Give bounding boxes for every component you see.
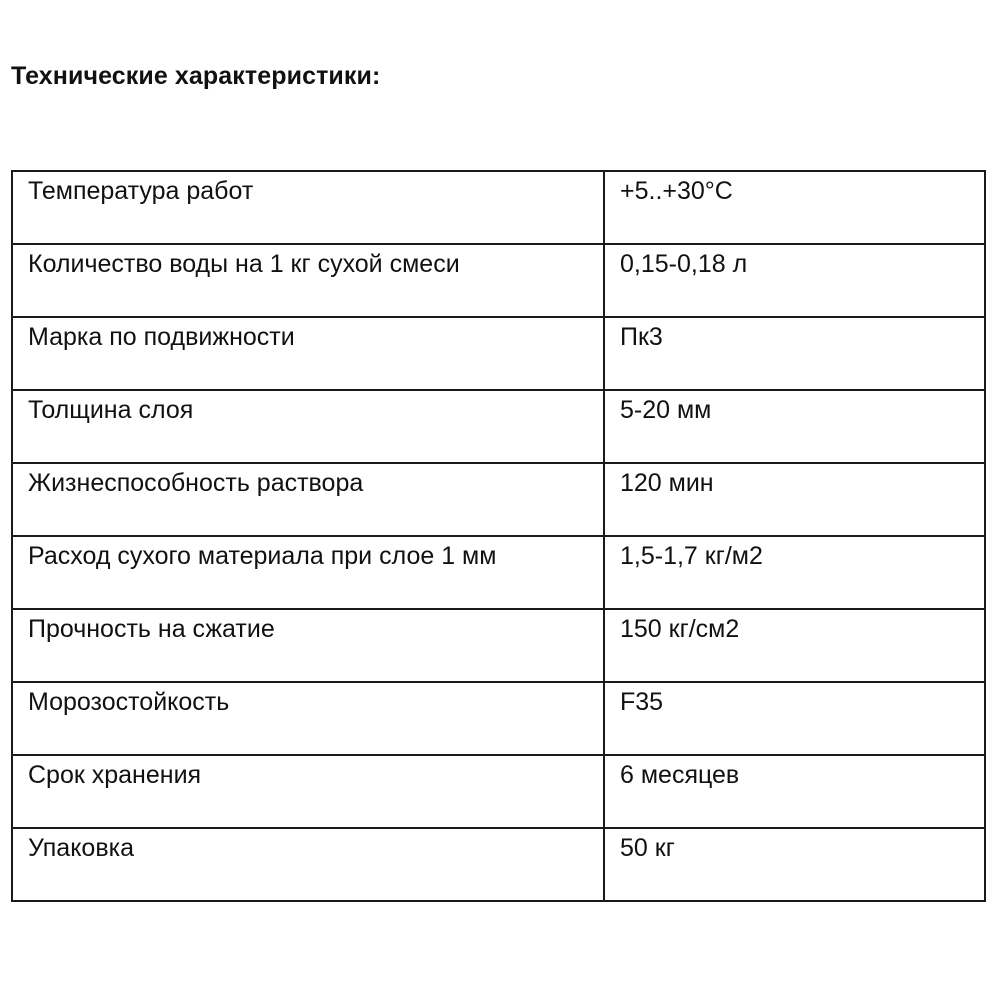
spec-value: 120 мин <box>604 463 985 536</box>
spec-name: Температура работ <box>12 171 604 244</box>
spec-value: 6 месяцев <box>604 755 985 828</box>
spec-name: Упаковка <box>12 828 604 901</box>
spec-value: 50 кг <box>604 828 985 901</box>
table-row <box>12 463 985 536</box>
spec-name: Расход сухого материала при слое 1 мм <box>12 536 604 609</box>
spec-value: 1,5-1,7 кг/м2 <box>604 536 985 609</box>
table-row <box>12 828 985 901</box>
spec-name: Количество воды на 1 кг сухой смеси <box>12 244 604 317</box>
table-row <box>12 317 985 390</box>
spec-value: Пк3 <box>604 317 985 390</box>
spec-value: 0,15-0,18 л <box>604 244 985 317</box>
table-row <box>12 682 985 755</box>
table-row <box>12 244 985 317</box>
spec-value: +5..+30°С <box>604 171 985 244</box>
table-row <box>12 390 985 463</box>
spec-name: Срок хранения <box>12 755 604 828</box>
spec-name: Жизнеспособность раствора <box>12 463 604 536</box>
table-row <box>12 755 985 828</box>
specifications-table <box>11 170 986 902</box>
spec-value: 150 кг/см2 <box>604 609 985 682</box>
spec-value: F35 <box>604 682 985 755</box>
table-row <box>12 536 985 609</box>
table-row <box>12 171 985 244</box>
spec-name: Морозостойкость <box>12 682 604 755</box>
spec-name: Прочность на сжатие <box>12 609 604 682</box>
table-row <box>12 609 985 682</box>
spec-value: 5-20 мм <box>604 390 985 463</box>
spec-name: Толщина слоя <box>12 390 604 463</box>
spec-name: Марка по подвижности <box>12 317 604 390</box>
page-title: Технические характеристики: <box>11 62 381 90</box>
